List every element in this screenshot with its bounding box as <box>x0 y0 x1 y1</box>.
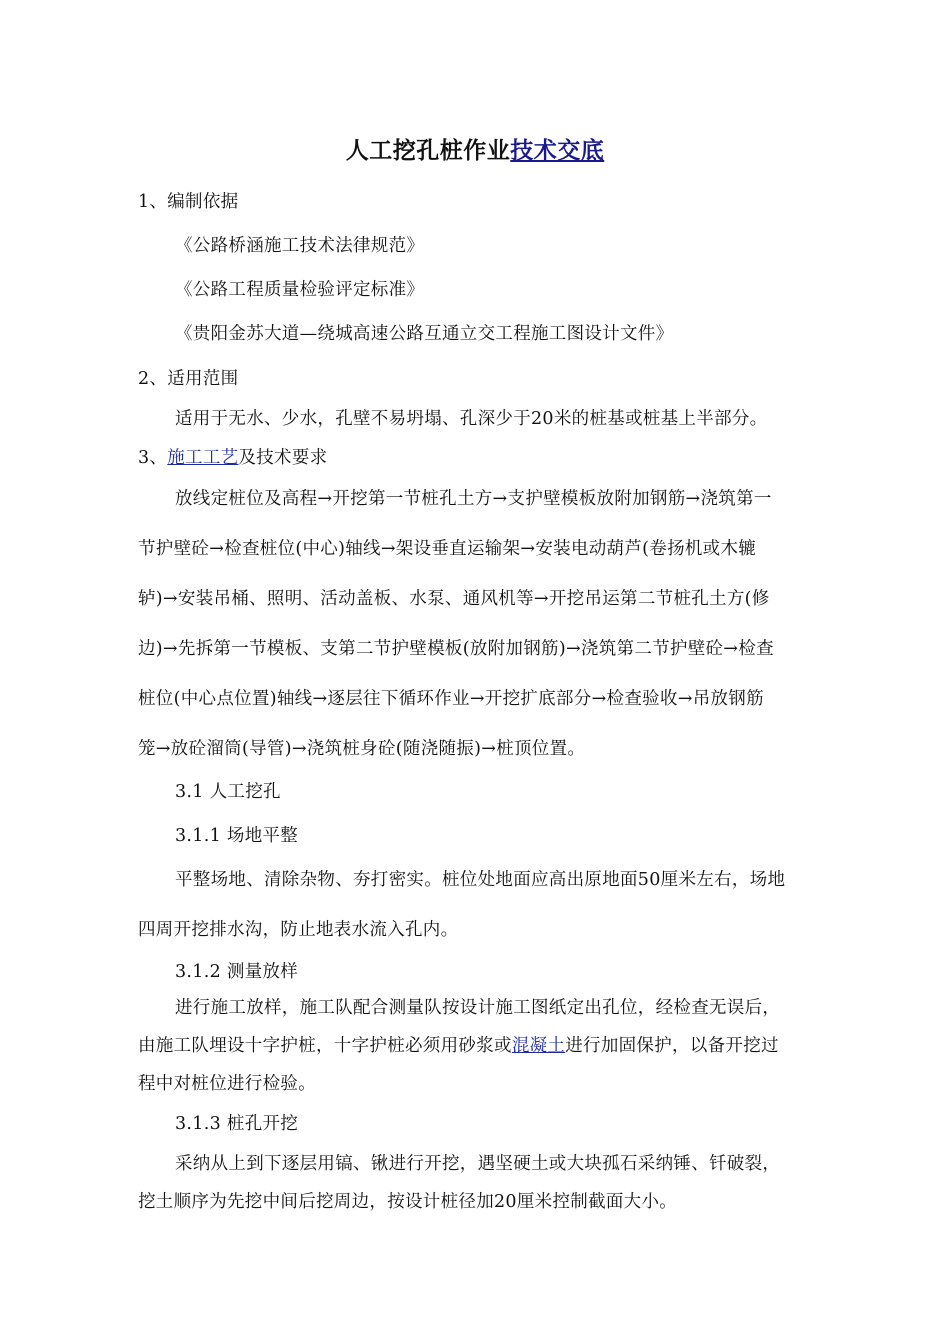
survey-line-2 <box>138 1032 779 1057</box>
flow-line-5: 桩位(中心点位置)轴线→逐层往下循环作业→开挖扩底部分→检查验收→吊放钢筋 <box>138 689 764 709</box>
section-3-prefix: 3、 <box>138 448 168 468</box>
reference-1: 《公路桥涵施工技术法律规范》 <box>175 236 425 256</box>
survey-line-1: 进行施工放样，施工队配合测量队按设计施工图纸定出孔位，经检查无误后， <box>175 998 781 1018</box>
reference-2: 《公路工程质量检验评定标准》 <box>175 280 425 300</box>
section-3-heading <box>138 444 327 469</box>
excavation-line-1: 采纳从上到下逐层用镐、锹进行开挖，遇坚硬土或大块孤石采纳锤、钎破裂， <box>175 1154 781 1174</box>
site-leveling-line-1: 平整场地、清除杂物、夯打密实。桩位处地面应高出原地面50厘米左右，场地 <box>175 870 786 890</box>
document-title <box>0 132 950 165</box>
flow-line-6: 笼→放砼溜筒(导管)→浇筑桩身砼(随浇随振)→桩顶位置。 <box>138 739 586 759</box>
section-2-text: 适用于无水、少水，孔壁不易坍塌、孔深少于20米的桩基或桩基上半部分。 <box>175 409 768 429</box>
concrete-link[interactable]: 混凝土 <box>511 1036 566 1056</box>
survey-line-2-post: 进行加固保护，以备开挖过 <box>565 1036 779 1056</box>
flow-line-1: 放线定桩位及高程→开挖第一节桩孔土方→支护壁模板放附加钢筋→浇筑第一 <box>175 489 772 509</box>
section-2-heading: 2、适用范围 <box>138 369 239 389</box>
title-link[interactable]: 技术交底 <box>510 138 605 164</box>
subsection-3-1: 3.1 人工挖孔 <box>175 782 281 802</box>
subsection-3-1-1-heading: 3.1.1 场地平整 <box>175 826 299 846</box>
subsection-3-1-3-heading: 3.1.3 桩孔开挖 <box>175 1114 299 1134</box>
excavation-line-2: 挖土顺序为先挖中间后挖周边，按设计桩径加20厘米控制截面大小。 <box>138 1192 678 1212</box>
construction-process-link[interactable]: 施工工艺 <box>167 448 239 468</box>
survey-line-2-pre: 由施工队埋设十字护桩，十字护桩必须用砂浆或 <box>138 1036 512 1056</box>
title-text: 人工挖孔桩作业 <box>345 138 511 164</box>
site-leveling-line-2: 四周开挖排水沟，防止地表水流入孔内。 <box>138 920 459 940</box>
survey-line-3: 程中对桩位进行检验。 <box>138 1074 316 1094</box>
flow-line-2: 节护壁砼→检查桩位(中心)轴线→架设垂直运输架→安装电动葫芦(卷扬机或木辘 <box>138 539 757 559</box>
flow-line-4: 边)→先拆第一节模板、支第二节护壁模板(放附加钢筋)→浇筑第二节护壁砼→检查 <box>138 639 774 659</box>
flow-line-3: 轳)→安装吊桶、照明、活动盖板、水泵、通风机等→开挖吊运第二节桩孔土方(修 <box>138 589 770 609</box>
section-1-heading: 1、编制依据 <box>138 192 239 212</box>
reference-3: 《贵阳金苏大道—绕城高速公路互通立交工程施工图设计文件》 <box>175 324 674 344</box>
section-3-suffix: 及技术要求 <box>238 448 328 468</box>
subsection-3-1-2-heading: 3.1.2 测量放样 <box>175 962 299 982</box>
